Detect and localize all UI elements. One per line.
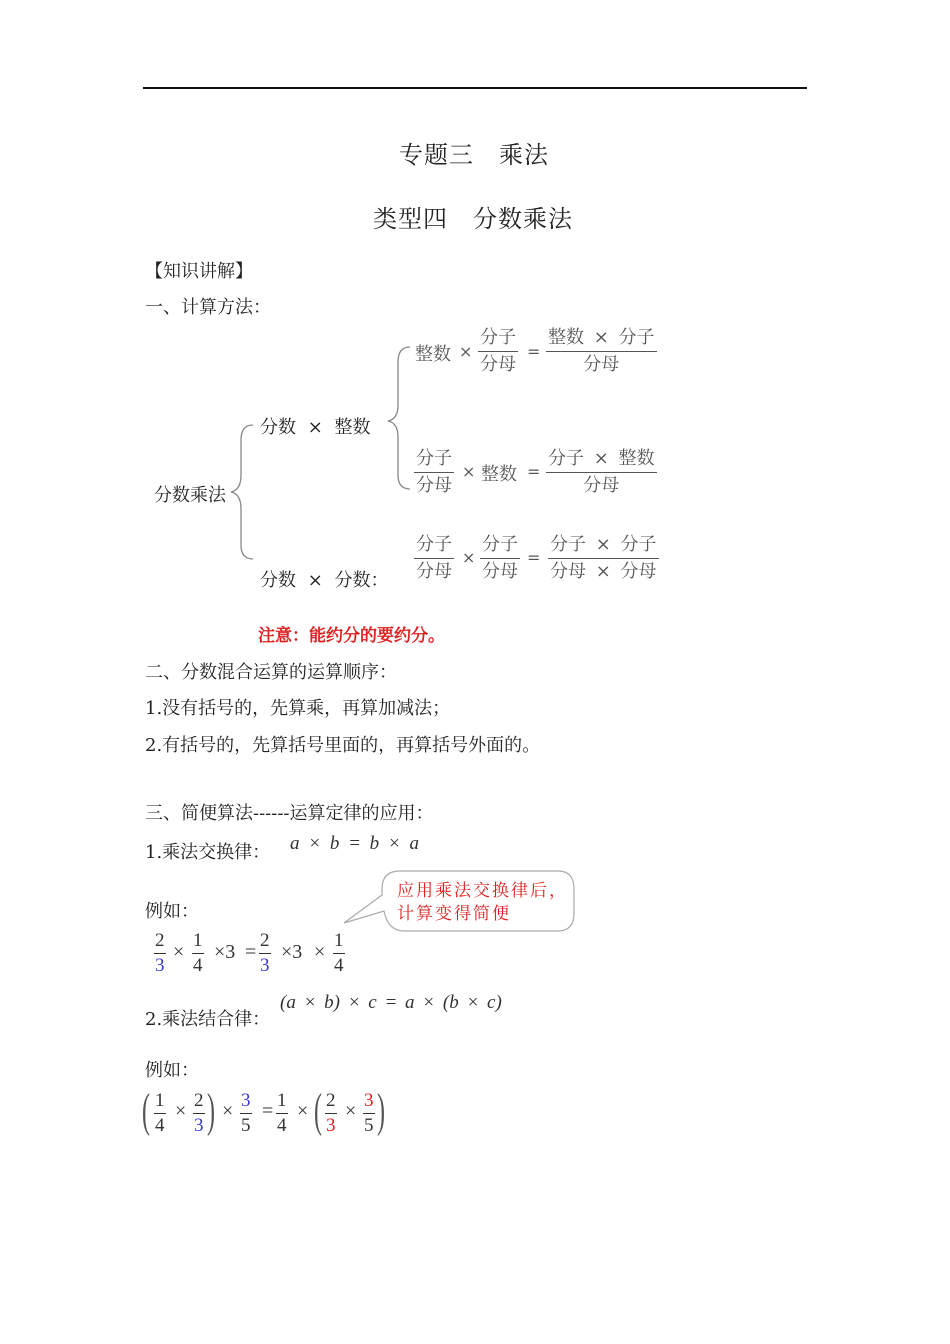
mixed-heading: 二、分数混合运算的运算顺序： (145, 662, 397, 683)
result-denominator: 分母 × 分母 (550, 561, 657, 582)
ex1-fraction-1-4-b (333, 930, 345, 977)
ex2-fraction-1-4-b (276, 1090, 288, 1137)
ex1-fraction-1-4 (192, 930, 204, 977)
numerator: 2 (193, 1090, 205, 1114)
formula2-integer: 整数 (481, 464, 517, 485)
denominator: 4 (277, 1115, 287, 1136)
denominator: 5 (241, 1115, 251, 1136)
denominator: 4 (155, 1115, 165, 1136)
fraction-denominator: 分母 (416, 475, 452, 496)
ex1-times-3-b: ×3 (281, 941, 303, 963)
ex1-times-b: × (314, 941, 326, 963)
ex2-times-4: × (345, 1100, 357, 1122)
callout-line-1: 应用乘法交换律后， (397, 881, 568, 901)
formula3-equals: = (527, 548, 541, 567)
numerator: 1 (276, 1090, 288, 1114)
numerator: 1 (192, 930, 204, 954)
formula3-fraction2 (480, 533, 520, 584)
fraction-denominator: 分母 (416, 561, 452, 582)
fraction-denominator: 分母 (480, 354, 516, 375)
denominator: 3 (260, 955, 270, 976)
numerator: 2 (325, 1090, 337, 1114)
formula1-fraction (478, 326, 518, 377)
denominator: 4 (334, 955, 344, 976)
ex1-times: × (173, 941, 185, 963)
mixed-rule-1: 1.没有括号的，先算乘，再算加减法； (145, 698, 451, 719)
ex2-fraction-2-3 (193, 1090, 205, 1137)
fraction-numerator: 分子 (414, 533, 454, 559)
formula1-times: × (459, 342, 473, 361)
simplify-heading: 三、简便算法------运算定律的应用： (145, 803, 434, 824)
denominator: 3 (326, 1115, 336, 1136)
law2-label: 2.乘法结合律： (145, 1009, 271, 1030)
denominator: 4 (193, 955, 203, 976)
ex2-right-paren-b: ) (376, 1084, 385, 1137)
simplify-note: 注意：能约分的要约分。 (258, 626, 445, 646)
ex2-left-paren-b: ( (313, 1084, 322, 1137)
tree-root: 分数乘法 (154, 485, 226, 506)
formula1-integer: 整数 (415, 344, 451, 365)
law1-formula: a × b = b × a (290, 833, 419, 854)
ex2-times-3: × (297, 1100, 309, 1122)
numerator: 2 (259, 930, 271, 954)
ex1-fraction-2-3-b (259, 930, 271, 977)
ex2-times-1: × (175, 1100, 187, 1122)
fraction-numerator: 分子 (480, 533, 520, 559)
fraction-numerator: 分子 (414, 447, 454, 473)
formula3-fraction1 (414, 533, 454, 584)
numerator: 2 (154, 930, 166, 954)
fraction-numerator: 分子 (478, 326, 518, 352)
numerator: 1 (333, 930, 345, 954)
denominator: 3 (155, 955, 165, 976)
ex2-fraction-3-5 (240, 1090, 252, 1137)
formula2-fraction (414, 447, 454, 498)
ex1-times-3: ×3 (214, 941, 236, 963)
formula2-result (546, 447, 657, 498)
result-numerator: 分子 × 分子 (548, 533, 659, 559)
knowledge-heading: 【知识讲解】 (145, 261, 253, 282)
header-rule (143, 87, 807, 89)
formula2-equals: = (527, 462, 541, 481)
page-subtitle: 类型四 分数乘法 (373, 205, 573, 233)
callout-line-2: 计算变得简便 (397, 904, 511, 924)
numerator: 3 (363, 1090, 375, 1114)
ex1-fraction-2-3 (154, 930, 166, 977)
numerator: 1 (154, 1090, 166, 1114)
ex2-fraction-1-4 (154, 1090, 166, 1137)
ex2-times-2: × (222, 1100, 234, 1122)
ex2-fraction-3-5-b (363, 1090, 375, 1137)
formula2-times: × (462, 462, 476, 481)
result-numerator: 分子 × 整数 (546, 447, 657, 473)
result-denominator: 分母 (583, 475, 620, 496)
result-numerator: 整数 × 分子 (546, 326, 657, 352)
ex1-equals: = (245, 941, 257, 963)
formula1-equals: = (527, 342, 541, 361)
example1-label: 例如： (145, 901, 199, 922)
ex2-right-paren: ) (206, 1084, 215, 1137)
ex2-fraction-2-3-b (325, 1090, 337, 1137)
ex2-left-paren: ( (141, 1084, 150, 1137)
tree-braces (225, 325, 425, 595)
example2-label: 例如： (145, 1060, 199, 1081)
mixed-rule-2: 2.有括号的，先算括号里面的，再算括号外面的。 (145, 735, 541, 756)
branch-fraction-fraction: 分数 × 分数： (260, 570, 389, 591)
law1-label: 1.乘法交换律： (145, 842, 271, 863)
ex2-equals: = (262, 1100, 274, 1122)
law2-formula: (a × b) × c = a × (b × c) (280, 992, 502, 1013)
denominator: 3 (194, 1115, 204, 1136)
fraction-denominator: 分母 (482, 561, 518, 582)
result-denominator: 分母 (583, 354, 620, 375)
page-title: 专题三 乘法 (399, 141, 549, 169)
branch-fraction-integer: 分数 × 整数 (260, 417, 371, 438)
formula3-times: × (462, 548, 476, 567)
numerator: 3 (240, 1090, 252, 1114)
formula3-result (548, 533, 659, 584)
denominator: 5 (364, 1115, 374, 1136)
method-heading: 一、计算方法： (145, 297, 271, 318)
formula1-result (546, 326, 657, 377)
